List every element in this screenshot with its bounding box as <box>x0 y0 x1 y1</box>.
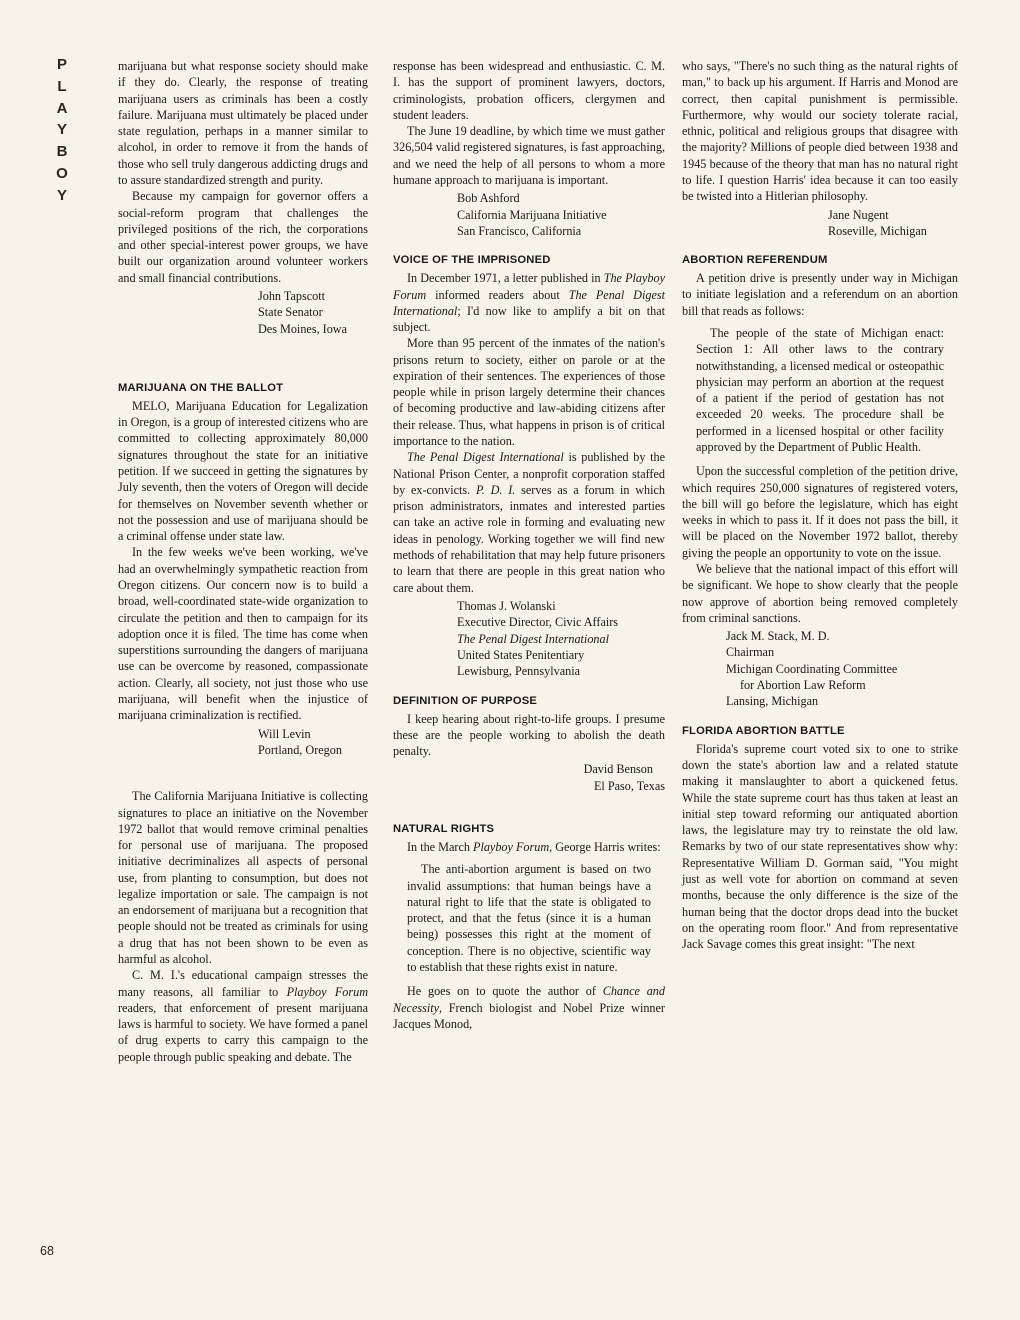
text-run: C. M. I.'s educational campaign stresses the many reasons, all familiar to <box>118 968 368 999</box>
italic-title: P. D. I. <box>475 482 516 497</box>
paragraph: I keep hearing about right-to-life groups. I presume these are the people working to abolish the death penalty. <box>393 711 665 759</box>
italic-title: The Playboy Forum <box>393 271 666 302</box>
section-heading: NATURAL RIGHTS <box>393 823 495 836</box>
paragraph <box>393 839 665 855</box>
masthead-letter: P <box>56 56 67 73</box>
quote-text: The anti-abortion argument is based on two invalid assumptions: that human beings have a natural right to life that the state is obligated to protect, and that the fetus (since it is a human being) possesses this right at the moment of conception. There is no objective, scientific way to establish that these rights exist in nature. <box>407 862 651 974</box>
text-run: In the March <box>407 840 473 855</box>
italic-title: The Penal Digest International <box>393 287 665 318</box>
text-run: In December 1971, a letter published in <box>407 271 604 286</box>
paragraph: The California Marijuana Initiative is collecting signatures to place an initiative on the November 1972 ballot that would remove criminal penalties for personal use of marijuana. The proposed initiative decriminalizes all aspects of personal use, from planting to consumption, but does not legalize importation or sale. The campaign is not an endorsement of marijuana but a recognition that people should not be treated as criminals for using a drug that has not been shown to be even as harmful as alcohol. <box>118 789 368 967</box>
section-heading: DEFINITION OF PURPOSE <box>393 694 538 707</box>
signature-line: The Penal Digest International <box>457 631 609 646</box>
paragraph <box>118 967 368 1065</box>
signature-line: Will Levin <box>258 726 311 741</box>
quote-text: The people of the state of Michigan enact: Section 1: All other laws to the contrary notwithstanding, a licensed medical or osteopathic physician may perform an abortion at the request of a patient if the period of gestation has not exceeded 20 weeks. The procedure shall be performed in a licensed hospital or other facility approved by the Department of Public Health. <box>696 326 944 454</box>
section-heading: FLORIDA ABORTION BATTLE <box>682 724 845 737</box>
paragraph: A petition drive is presently under way in Michigan to initiate legislation and a referendum on an abortion bill that reads as follows: <box>682 271 958 318</box>
signature-block <box>393 598 665 680</box>
block-quote <box>696 325 944 455</box>
text-run: , French biologist and Nobel Prize winner Jacques Monod, <box>393 1000 665 1031</box>
paragraph: The June 19 deadline, by which time we must gather 326,504 valid registered signatures, is fast approaching, and we need the help of all persons to whom a more humane approach to marijuana is important. <box>393 124 665 187</box>
italic-title: Chance and Necessity <box>393 984 665 1015</box>
signature-line: El Paso, Texas <box>593 778 665 793</box>
signature-block <box>118 288 368 337</box>
signature-line: San Francisco, California <box>457 223 582 238</box>
magazine-masthead <box>50 54 74 206</box>
block-quote <box>407 861 651 975</box>
signature-line: John Tapscott <box>258 288 325 303</box>
text-run: serves as a forum in which prison administrators, inmates and interested parties can take an active role in forming and evaluating new ideas in penology. Working together we will find new methods of rehabilitation that may help future prisoners to learn that there are people in this great nation who care about them. <box>393 482 665 595</box>
text-run: informed readers about <box>426 287 569 302</box>
paragraph: In the few weeks we've been working, we've had an overwhelmingly sympathetic reaction from Oregon citizens. Our concern now is to build a broad, well-coordinated state-wide organization to circulate the petition and then to campaign for its adoption once it is filed. The time has come when superstitions surrounding the dangers of marijuana use can be overcome by reasoned, compassionate action. Clearly, all society, not just those who use marijuana, will benefit when the injustice of marijuana criminalization is rectified. <box>118 545 368 723</box>
column-2 <box>393 58 665 1032</box>
page-number: 68 <box>40 1244 54 1258</box>
paragraph: MELO, Marijuana Education for Legalization in Oregon, is a group of interested citizens who are committed to collecting approximately 80,000 signatures throughout the state for an initiative petition. If we succeed in getting the signatures by July seventh, then the voters of Oregon will decide for themselves on November seventh whether or not the possession and use of marijuana should be a criminal offense under state law. <box>118 398 368 544</box>
signature-line: Michigan Coordinating Committee <box>726 661 898 676</box>
signature-line: Jane Nugent <box>828 207 889 222</box>
signature-line: California Marijuana Initiative <box>457 207 607 222</box>
masthead-letter: L <box>57 77 67 95</box>
paragraph: marijuana but what response society should make if they do. Clearly, the response of treating marijuana users as criminals has been a costly failure. Marijuana must ultimately be placed under state regulation, perhaps in a manner similar to alcohol, in order to remove it from the hands of those who sell truly dangerous addicting drugs and to assure standardized strength and purity. <box>118 59 368 187</box>
paragraph: Because my campaign for governor offers a social-reform program that challenges the privileged positions of the rich, the corporations and other special-interest power groups, we have built our organization around volunteer workers and small financial contributions. <box>118 189 368 285</box>
masthead-letter: Y <box>56 186 67 204</box>
italic-title: Playboy Forum <box>473 840 550 855</box>
masthead-letter: Y <box>56 121 67 139</box>
masthead-letter: B <box>56 143 68 160</box>
masthead-letter: O <box>56 164 68 182</box>
text-run: , George Harris writes: <box>549 840 661 855</box>
text-run: He goes on to quote the author of <box>407 984 603 999</box>
section-heading: ABORTION REFERENDUM <box>682 254 828 267</box>
signature-line: Jack M. Stack, M. D. <box>726 629 830 644</box>
section-heading: MARIJUANA ON THE BALLOT <box>118 381 284 394</box>
paragraph <box>393 449 665 596</box>
paragraph <box>393 270 665 335</box>
signature-line: Des Moines, Iowa <box>258 321 348 336</box>
paragraph: who says, "There's no such thing as the natural rights of man," to back up his argument. If Harris and Monod are correct, then capital punishment is permissible. Furthermore, why would our society tolerate racial, ethnic, political and religious groups that disagree with the majority? Millions of people died between 1938 and 1945 because of the theory that man has no natural right to life. I question Harris' idea because it can too easily be twisted into a Hitlerian philosophy. <box>682 59 958 204</box>
signature-block <box>393 190 665 239</box>
signature-block <box>393 761 665 794</box>
signature-line: Roseville, Michigan <box>828 223 927 238</box>
italic-title: Playboy Forum <box>286 984 368 999</box>
signature-line: David Benson <box>583 762 653 777</box>
masthead-letter: A <box>56 99 68 117</box>
signature-block <box>682 207 958 240</box>
paragraph: Upon the successful completion of the petition drive, which requires 250,000 signatures of registered voters, the bill will go before the legislature, which has eight weeks in which to pass it. If it does not pass the bill, it will be placed on the November 1972 ballot, thereby giving the people an opportunity to vote on the issue. <box>682 464 958 560</box>
signature-line: Lewisburg, Pennsylvania <box>457 664 580 679</box>
signature-line: Bob Ashford <box>457 191 520 206</box>
signature-block <box>682 628 958 710</box>
text-run: readers, that enforcement of present marijuana laws is harmful to society. We have formed a panel of drug experts to carry this campaign to the people through public speaking and debate. The <box>118 1000 368 1064</box>
column-1 <box>118 58 368 1065</box>
signature-block <box>118 726 368 759</box>
text-run: ; I'd now like to amplify a bit on that subject. <box>393 303 665 335</box>
paragraph: We believe that the national impact of this effort will be significant. We hope to show clearly that the people now approve of abortion being removed completely from criminal sanctions. <box>682 561 958 625</box>
signature-line: Portland, Oregon <box>258 742 342 757</box>
signature-line: for Abortion Law Reform <box>740 678 866 693</box>
signature-line: State Senator <box>258 305 323 320</box>
section-heading: VOICE OF THE IMPRISONED <box>393 254 551 267</box>
paragraph <box>393 983 665 1032</box>
column-3 <box>682 58 958 952</box>
paragraph: Florida's supreme court voted six to one to strike down the state's abortion law and a related statute making it manslaughter to abort a quickened fetus. While the state supreme court has thus taken at least an initial step toward reforming our antiquated abortion laws, the legislature may try to reinstate the old law. Remarks by two of our state representatives show why: Representative William D. Gorman said, "You might just as well vote for abortion on command at seven months, because the only difference is the size of the human being that the doctor drops dead into the bucket on the operating room floor." And from representative Jack Savage comes this great insight: "The next <box>682 741 958 952</box>
paragraph: response has been widespread and enthusiastic. C. M. I. has the support of prominent lawyers, doctors, criminologists, probation officers, clergymen and student leaders. <box>393 59 665 122</box>
signature-line: Executive Director, Civic Affairs <box>457 615 619 630</box>
paragraph: More than 95 percent of the inmates of the nation's prisons return to society, either on parole or at the expiration of their sentences. The experiences of those people while in prison largely determine their chances of becoming productive and law-abiding citizens after their release. Thus, what happens in prison is of critical importance to the nation. <box>393 336 665 449</box>
signature-line: Chairman <box>726 645 775 660</box>
italic-title: The Penal Digest International <box>407 450 564 465</box>
signature-line: Lansing, Michigan <box>726 694 819 709</box>
text-run: is published by the National Prison Center, a nonprofit corporation staffed by ex-convicts. <box>393 450 665 497</box>
signature-line: Thomas J. Wolanski <box>457 598 556 613</box>
signature-line: United States Penitentiary <box>457 647 585 662</box>
